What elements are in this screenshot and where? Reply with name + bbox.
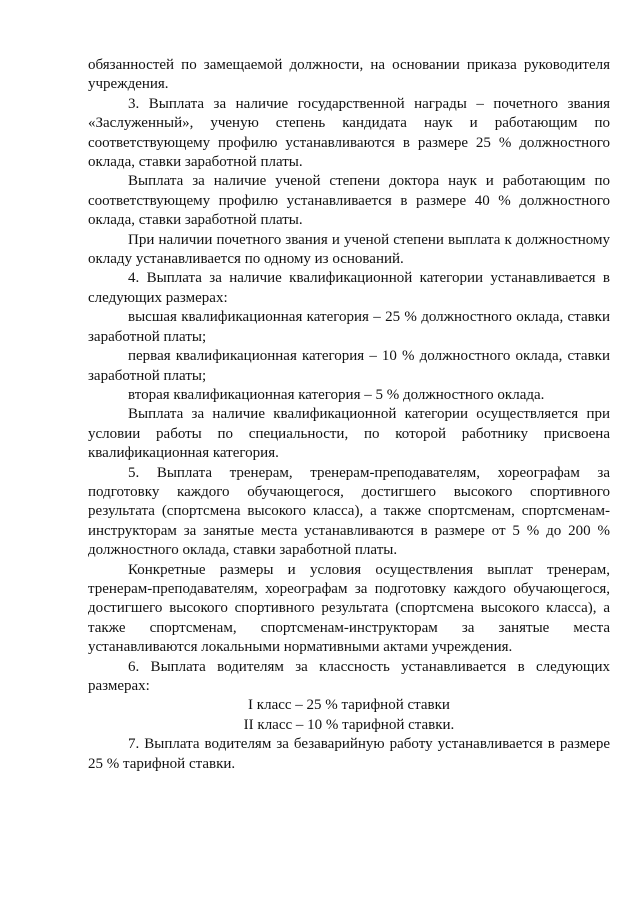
paragraph-title-and-degree: При наличии почетного звания и ученой степени выплата к должностному окладу устанавливается по одному из оснований. [88, 231, 610, 268]
paragraph-coaches-local-acts: Конкретные размеры и условия осуществления выплат тренерам, тренерам-преподавателям, хореографам за подготовку каждого обучающегося, достигшего высокого спортивного результата (спортсмена высокого класса), а также спортсменам, спортсменам-инструкторам за занятые места устанавливаются локальными нормативными актами учреждения. [88, 561, 610, 656]
paragraph-4-qualification: 4. Выплата за наличие квалификационной категории устанавливается в следующих размерах: [88, 270, 610, 306]
paragraph-6-drivers-class: 6. Выплата водителям за классность устанавливается в следующих размерах: [88, 658, 610, 694]
paragraph-second-category: вторая квалификационная категория – 5 % должностного оклада. [128, 386, 545, 403]
paragraph-doctor-degree: Выплата за наличие ученой степени доктора наук и работающим по соответствующему профилю устанавливается в размере 40 % должностного оклада, ставки заработной платы. [88, 173, 610, 229]
paragraph-first-category: первая квалификационная категория – 10 % должностного оклада, ставки заработной платы; [88, 348, 610, 384]
paragraph-duties-continuation: обязанностей по замещаемой должности, на основании приказа руководителя учреждения. [88, 57, 610, 93]
paragraph-class-1: I класс – 25 % тарифной ставки [248, 697, 450, 714]
paragraph-3-state-award: 3. Выплата за наличие государственной награды – почетного звания «Заслуженный», ученую степень кандидата наук и работающим по соответствующему профилю устанавливаются в размере 25 % должностного оклада, ставки заработной платы. [88, 95, 610, 171]
paragraph-class-2: II класс – 10 % тарифной ставки. [243, 716, 455, 733]
paragraph-category-condition: Выплата за наличие квалификационной категории осуществляется при условии работы по специальности, по которой работнику присвоена квалификационная категория. [88, 406, 610, 462]
paragraph-highest-category: высшая квалификационная категория – 25 % должностного оклада, ставки заработной платы; [88, 309, 610, 345]
document-page [88, 56, 610, 774]
paragraph-7-accident-free: 7. Выплата водителям за безаварийную работу устанавливается в размере 25 % тарифной ставки. [88, 736, 610, 772]
paragraph-5-coaches: 5. Выплата тренерам, тренерам-преподавателям, хореографам за подготовку каждого обучающегося, достигшего высокого спортивного результата (спортсмена высокого класса), а также спортсменам, спортсменам-инструкторам за занятые места устанавливаются в размере от 5 % до 200 % должностного оклада, ставки заработной платы. [88, 464, 610, 559]
